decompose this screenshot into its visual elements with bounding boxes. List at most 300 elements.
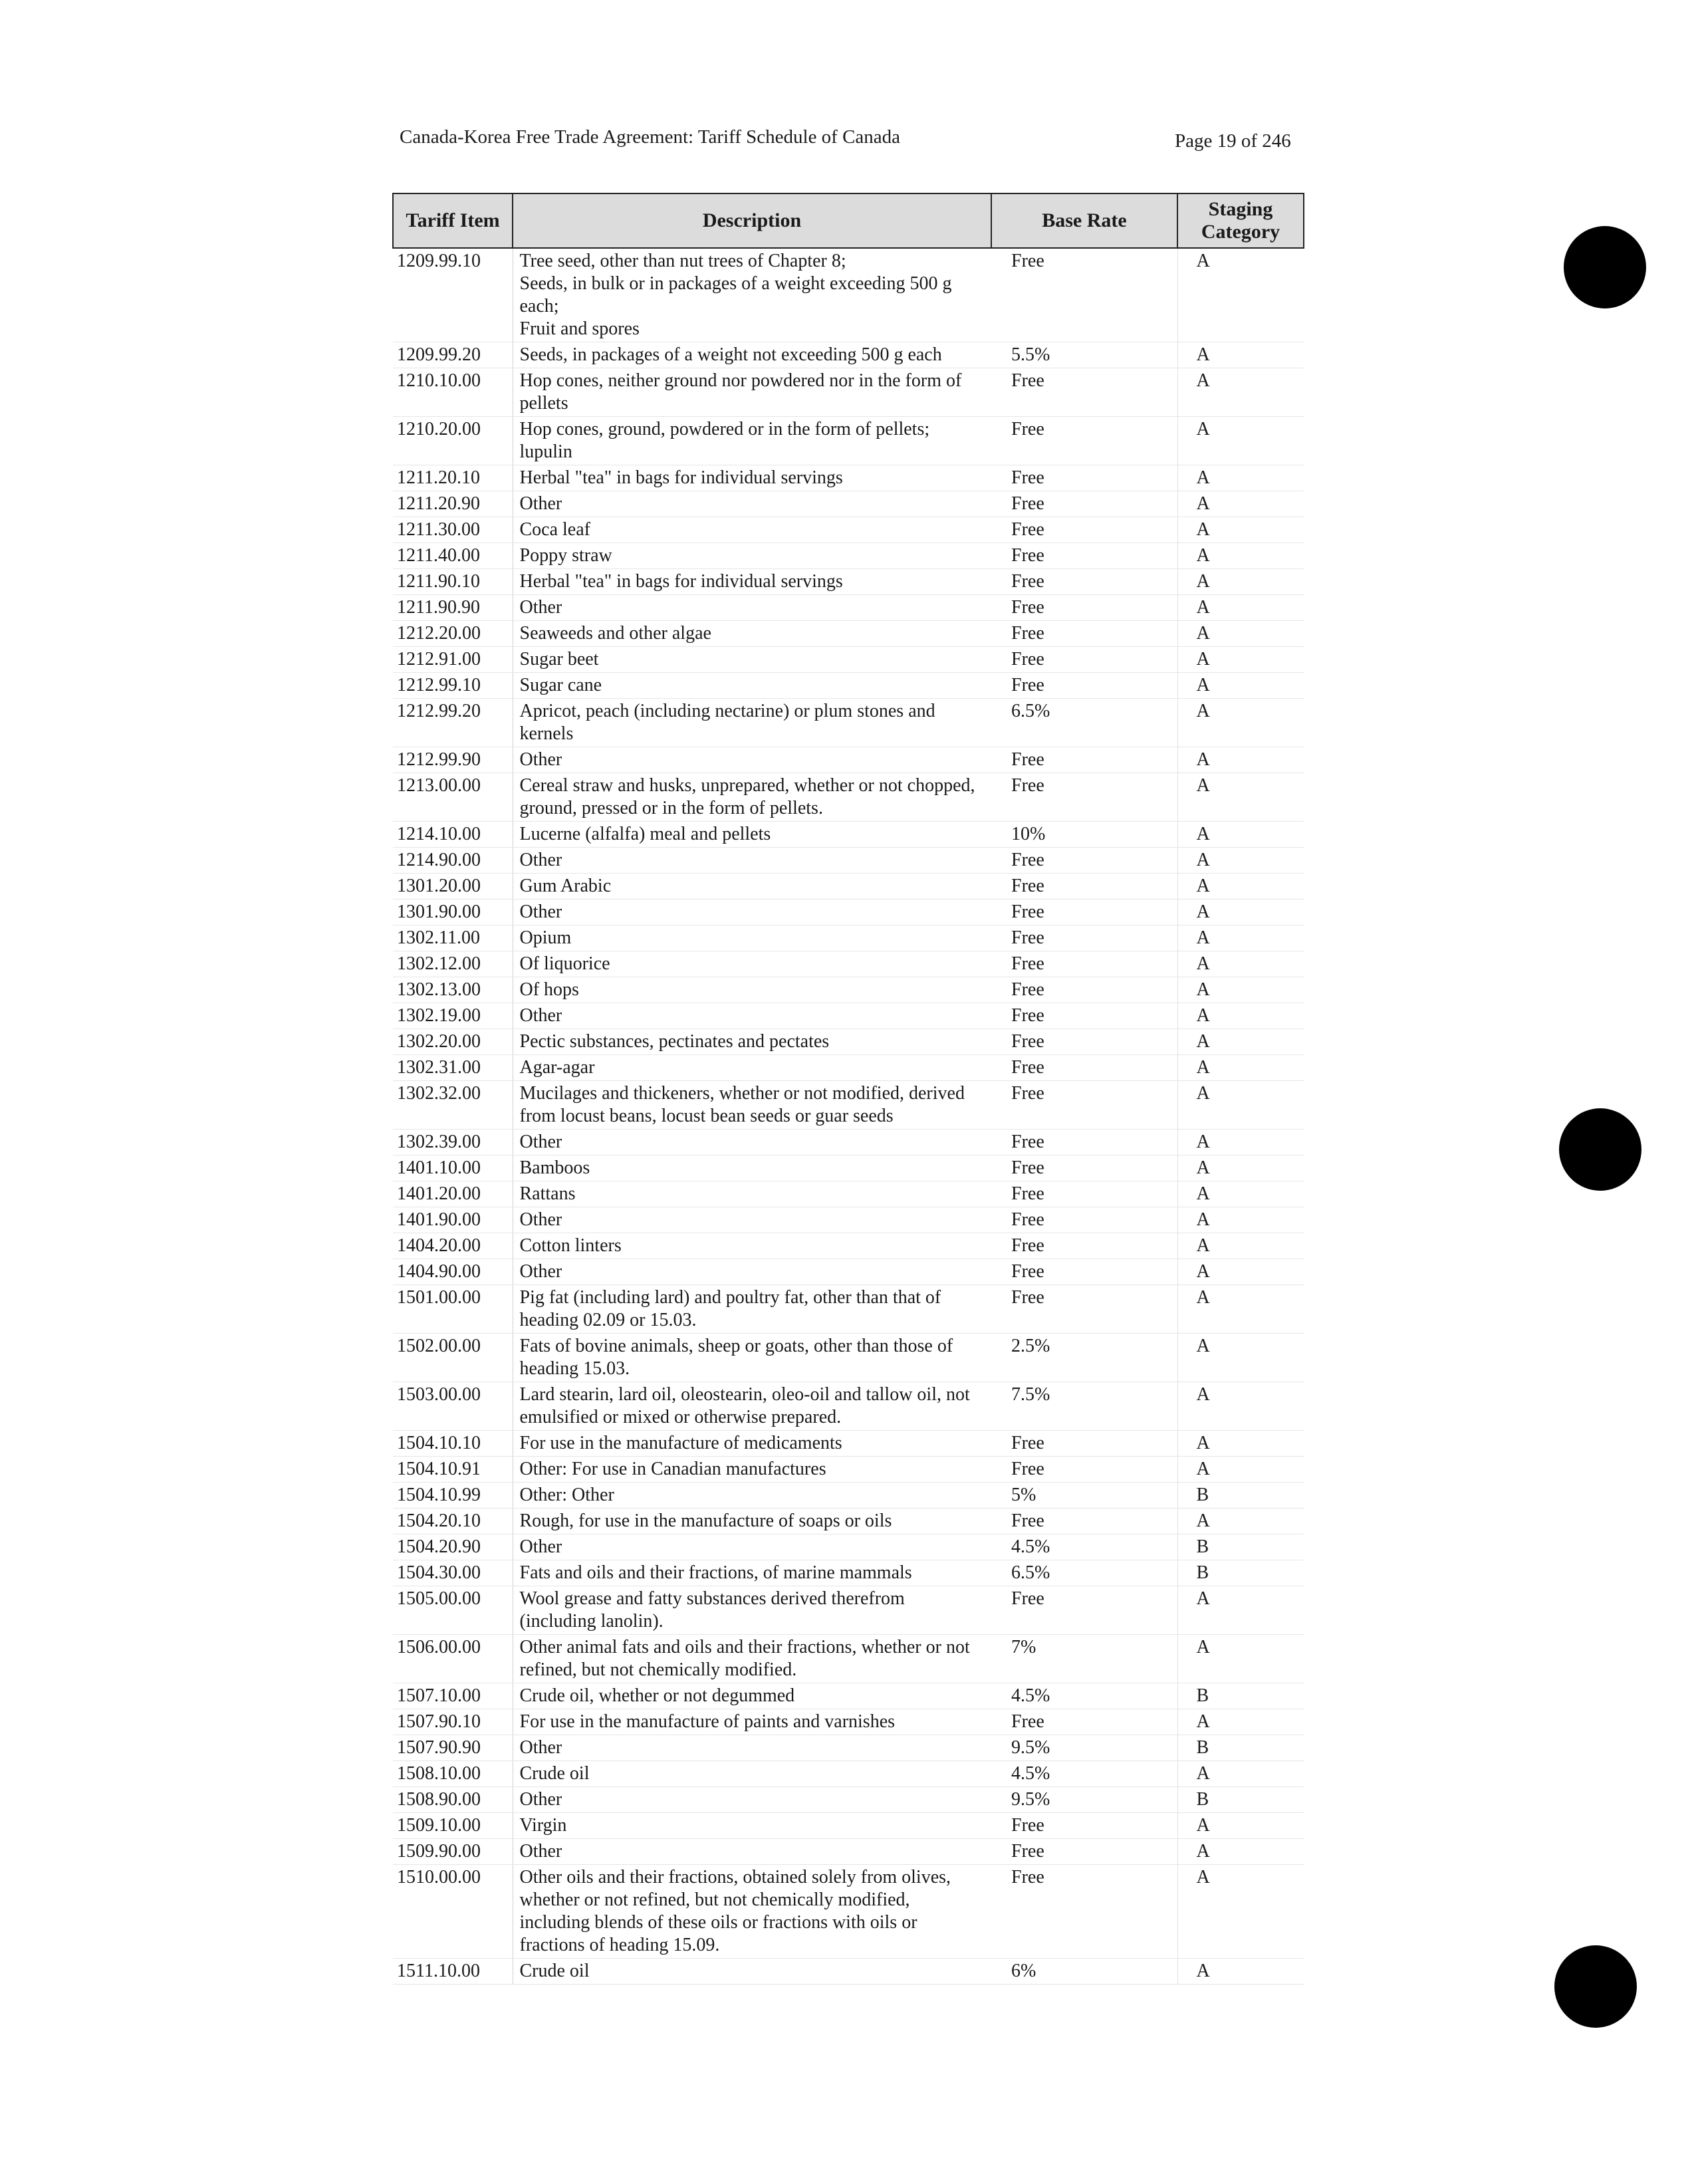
description-cell xyxy=(513,621,991,647)
table-row xyxy=(393,569,1304,595)
description-cell xyxy=(513,1483,991,1509)
table-row xyxy=(393,1259,1304,1285)
description-line: Lard stearin, lard oil, oleostearin, oleo-oil and tallow oil, not emulsified or mixed or otherwise prepared. xyxy=(519,1384,970,1427)
table-row xyxy=(393,1787,1304,1813)
table-row xyxy=(393,248,1304,342)
tariff-item-cell: 1504.30.00 xyxy=(393,1560,513,1586)
base-rate-cell: Free xyxy=(991,595,1177,621)
description-cell xyxy=(513,925,991,951)
tariff-item-cell: 1212.99.20 xyxy=(393,699,513,747)
staging-category-cell: A xyxy=(1177,1635,1304,1683)
staging-category-cell: B xyxy=(1177,1683,1304,1709)
staging-category-cell: A xyxy=(1177,368,1304,417)
table-row xyxy=(393,747,1304,773)
staging-category-cell: A xyxy=(1177,1839,1304,1865)
staging-category-cell: A xyxy=(1177,1959,1304,1985)
tariff-item-cell: 1210.10.00 xyxy=(393,368,513,417)
description-cell xyxy=(513,1181,991,1207)
base-rate-cell: Free xyxy=(991,1081,1177,1130)
base-rate-cell: Free xyxy=(991,673,1177,699)
description-line: Other xyxy=(519,1132,562,1152)
staging-category-cell: A xyxy=(1177,925,1304,951)
tariff-item-cell: 1505.00.00 xyxy=(393,1586,513,1635)
description-cell xyxy=(513,342,991,368)
tariff-item-cell: 1211.90.90 xyxy=(393,595,513,621)
base-rate-cell: Free xyxy=(991,951,1177,977)
base-rate-cell: Free xyxy=(991,1003,1177,1029)
description-cell xyxy=(513,1003,991,1029)
description-line: Seeds, in bulk or in packages of a weight exceeding 500 g each; xyxy=(519,273,952,316)
column-header-staging-category: Staging Category xyxy=(1177,193,1304,248)
staging-category-cell: A xyxy=(1177,1813,1304,1839)
description-cell xyxy=(513,1839,991,1865)
description-cell xyxy=(513,1285,991,1334)
staging-category-cell: A xyxy=(1177,417,1304,465)
tariff-item-cell: 1212.20.00 xyxy=(393,621,513,647)
staging-category-cell: A xyxy=(1177,517,1304,543)
base-rate-cell: Free xyxy=(991,1813,1177,1839)
description-line: Other xyxy=(519,1737,562,1758)
base-rate-cell: Free xyxy=(991,1431,1177,1457)
description-cell xyxy=(513,747,991,773)
description-line: Herbal "tea" in bags for individual servings xyxy=(519,467,843,488)
base-rate-cell: Free xyxy=(991,1285,1177,1334)
description-cell xyxy=(513,543,991,569)
table-row xyxy=(393,1865,1304,1959)
table-row xyxy=(393,465,1304,491)
description-line: Pig fat (including lard) and poultry fat, other than that of heading 02.09 or 15.03. xyxy=(519,1287,941,1330)
tariff-item-cell: 1404.20.00 xyxy=(393,1233,513,1259)
table-row xyxy=(393,595,1304,621)
base-rate-cell: 5% xyxy=(991,1483,1177,1509)
description-cell xyxy=(513,491,991,517)
table-row xyxy=(393,1233,1304,1259)
staging-category-cell: A xyxy=(1177,621,1304,647)
base-rate-cell: Free xyxy=(991,1130,1177,1155)
description-line: Herbal "tea" in bags for individual servings xyxy=(519,571,843,592)
description-line: Sugar beet xyxy=(519,649,599,669)
table-row xyxy=(393,1029,1304,1055)
tariff-item-cell: 1302.13.00 xyxy=(393,977,513,1003)
table-row xyxy=(393,1534,1304,1560)
description-cell xyxy=(513,1207,991,1233)
tariff-item-cell: 1508.10.00 xyxy=(393,1761,513,1787)
description-cell xyxy=(513,977,991,1003)
staging-category-cell: B xyxy=(1177,1534,1304,1560)
description-cell xyxy=(513,368,991,417)
staging-category-cell: A xyxy=(1177,673,1304,699)
tariff-item-cell: 1302.11.00 xyxy=(393,925,513,951)
description-cell xyxy=(513,1813,991,1839)
table-row xyxy=(393,1683,1304,1709)
tariff-item-cell: 1302.12.00 xyxy=(393,951,513,977)
table-row xyxy=(393,699,1304,747)
base-rate-cell: Free xyxy=(991,1259,1177,1285)
staging-category-cell: A xyxy=(1177,874,1304,900)
tariff-item-cell: 1210.20.00 xyxy=(393,417,513,465)
description-cell xyxy=(513,951,991,977)
binder-hole-middle xyxy=(1559,1108,1641,1191)
description-line: Other xyxy=(519,1789,562,1810)
page-number: Page 19 of 246 xyxy=(1175,130,1291,152)
tariff-item-cell: 1501.00.00 xyxy=(393,1285,513,1334)
table-row xyxy=(393,1081,1304,1130)
base-rate-cell: 6% xyxy=(991,1959,1177,1985)
description-line: Other xyxy=(519,902,562,922)
staging-category-cell: A xyxy=(1177,1029,1304,1055)
staging-category-cell: A xyxy=(1177,491,1304,517)
tariff-item-cell: 1401.10.00 xyxy=(393,1155,513,1181)
description-cell xyxy=(513,1081,991,1130)
description-line: For use in the manufacture of medicaments xyxy=(519,1433,842,1453)
staging-category-cell: A xyxy=(1177,1003,1304,1029)
staging-category-cell: A xyxy=(1177,569,1304,595)
table-row xyxy=(393,1813,1304,1839)
description-cell xyxy=(513,1586,991,1635)
table-row xyxy=(393,874,1304,900)
staging-category-cell: A xyxy=(1177,595,1304,621)
staging-category-cell: B xyxy=(1177,1787,1304,1813)
description-line: Opium xyxy=(519,927,572,948)
base-rate-cell: Free xyxy=(991,1029,1177,1055)
description-cell xyxy=(513,1055,991,1081)
table-row xyxy=(393,925,1304,951)
table-row xyxy=(393,621,1304,647)
description-line: Of hops xyxy=(519,979,579,1000)
description-line: Other xyxy=(519,1209,562,1230)
description-cell xyxy=(513,822,991,848)
staging-category-cell: A xyxy=(1177,1081,1304,1130)
staging-category-cell: A xyxy=(1177,1709,1304,1735)
column-header-tariff-item: Tariff Item xyxy=(393,193,513,248)
base-rate-cell: Free xyxy=(991,569,1177,595)
description-line: Wool grease and fatty substances derived therefrom (including lanolin). xyxy=(519,1588,905,1632)
base-rate-cell: Free xyxy=(991,543,1177,569)
tariff-item-cell: 1209.99.10 xyxy=(393,248,513,342)
staging-category-cell: A xyxy=(1177,1181,1304,1207)
tariff-item-cell: 1511.10.00 xyxy=(393,1959,513,1985)
table-row xyxy=(393,1003,1304,1029)
table-row xyxy=(393,342,1304,368)
base-rate-cell: Free xyxy=(991,1155,1177,1181)
table-row xyxy=(393,1431,1304,1457)
description-line: Other xyxy=(519,1005,562,1026)
tariff-item-cell: 1510.00.00 xyxy=(393,1865,513,1959)
table-row xyxy=(393,543,1304,569)
description-cell xyxy=(513,248,991,342)
description-line: Other: Other xyxy=(519,1485,614,1505)
description-cell xyxy=(513,1635,991,1683)
tariff-item-cell: 1214.10.00 xyxy=(393,822,513,848)
base-rate-cell: Free xyxy=(991,1865,1177,1959)
table-row xyxy=(393,900,1304,925)
tariff-item-cell: 1209.99.20 xyxy=(393,342,513,368)
description-cell xyxy=(513,1709,991,1735)
table-row xyxy=(393,1334,1304,1382)
tariff-item-cell: 1213.00.00 xyxy=(393,773,513,822)
tariff-item-cell: 1212.99.90 xyxy=(393,747,513,773)
table-row xyxy=(393,1839,1304,1865)
description-cell xyxy=(513,848,991,874)
tariff-item-cell: 1401.90.00 xyxy=(393,1207,513,1233)
staging-category-cell: A xyxy=(1177,951,1304,977)
description-cell xyxy=(513,900,991,925)
base-rate-cell: Free xyxy=(991,1839,1177,1865)
tariff-item-cell: 1502.00.00 xyxy=(393,1334,513,1382)
description-cell xyxy=(513,773,991,822)
base-rate-cell: 7% xyxy=(991,1635,1177,1683)
tariff-item-cell: 1504.20.90 xyxy=(393,1534,513,1560)
staging-category-cell: A xyxy=(1177,342,1304,368)
table-row xyxy=(393,1382,1304,1431)
table-row xyxy=(393,417,1304,465)
table-row xyxy=(393,1457,1304,1483)
table-row xyxy=(393,647,1304,673)
base-rate-cell: Free xyxy=(991,773,1177,822)
table-row xyxy=(393,1285,1304,1334)
staging-category-cell: A xyxy=(1177,977,1304,1003)
description-line: Lucerne (alfalfa) meal and pellets xyxy=(519,824,771,844)
staging-category-cell: A xyxy=(1177,1865,1304,1959)
staging-category-cell: A xyxy=(1177,543,1304,569)
tariff-item-cell: 1509.90.00 xyxy=(393,1839,513,1865)
tariff-item-cell: 1504.10.91 xyxy=(393,1457,513,1483)
tariff-item-cell: 1211.40.00 xyxy=(393,543,513,569)
staging-category-cell: A xyxy=(1177,248,1304,342)
description-cell xyxy=(513,1259,991,1285)
description-cell xyxy=(513,1735,991,1761)
description-line: Fruit and spores xyxy=(519,318,640,339)
description-cell xyxy=(513,1509,991,1534)
description-cell xyxy=(513,699,991,747)
tariff-item-cell: 1504.10.99 xyxy=(393,1483,513,1509)
description-line: Crude oil xyxy=(519,1961,590,1981)
base-rate-cell: 10% xyxy=(991,822,1177,848)
staging-category-cell: B xyxy=(1177,1483,1304,1509)
table-row xyxy=(393,1560,1304,1586)
base-rate-cell: 9.5% xyxy=(991,1735,1177,1761)
base-rate-cell: 4.5% xyxy=(991,1761,1177,1787)
description-line: Other xyxy=(519,493,562,514)
table-header-row xyxy=(393,193,1304,248)
tariff-item-cell: 1211.90.10 xyxy=(393,569,513,595)
base-rate-cell: Free xyxy=(991,621,1177,647)
description-cell xyxy=(513,1334,991,1382)
column-header-description: Description xyxy=(513,193,991,248)
description-line: Gum Arabic xyxy=(519,876,612,896)
description-cell xyxy=(513,1233,991,1259)
base-rate-cell: Free xyxy=(991,977,1177,1003)
table-row xyxy=(393,848,1304,874)
staging-category-cell: A xyxy=(1177,1586,1304,1635)
base-rate-cell: Free xyxy=(991,417,1177,465)
tariff-item-cell: 1506.00.00 xyxy=(393,1635,513,1683)
table-row xyxy=(393,1635,1304,1683)
table-row xyxy=(393,1509,1304,1534)
base-rate-cell: Free xyxy=(991,1233,1177,1259)
tariff-item-cell: 1302.31.00 xyxy=(393,1055,513,1081)
description-line: Other animal fats and oils and their fractions, whether or not refined, but not chemically modified. xyxy=(519,1637,970,1680)
base-rate-cell: Free xyxy=(991,465,1177,491)
description-line: Tree seed, other than nut trees of Chapter 8; xyxy=(519,251,846,271)
column-header-base-rate: Base Rate xyxy=(991,193,1177,248)
description-line: Apricot, peach (including nectarine) or plum stones and kernels xyxy=(519,701,935,744)
base-rate-cell: Free xyxy=(991,647,1177,673)
staging-category-cell: A xyxy=(1177,1055,1304,1081)
table-row xyxy=(393,368,1304,417)
description-line: Cotton linters xyxy=(519,1235,622,1256)
base-rate-cell: 7.5% xyxy=(991,1382,1177,1431)
base-rate-cell: Free xyxy=(991,1509,1177,1534)
tariff-item-cell: 1212.91.00 xyxy=(393,647,513,673)
description-line: Rough, for use in the manufacture of soaps or oils xyxy=(519,1511,892,1531)
tariff-item-cell: 1211.30.00 xyxy=(393,517,513,543)
table-row xyxy=(393,1181,1304,1207)
description-line: Cereal straw and husks, unprepared, whether or not chopped, ground, pressed or in the form of pellets. xyxy=(519,775,975,818)
tariff-item-cell: 1302.19.00 xyxy=(393,1003,513,1029)
tariff-item-cell: 1212.99.10 xyxy=(393,673,513,699)
description-line: Other xyxy=(519,1536,562,1557)
description-line: Other oils and their fractions, obtained solely from olives, whether or not refined, but not chemically modified, including blends of these oils or fractions with oils or fractions of heading 15.09. xyxy=(519,1867,951,1955)
tariff-item-cell: 1507.90.90 xyxy=(393,1735,513,1761)
description-cell xyxy=(513,1155,991,1181)
description-cell xyxy=(513,595,991,621)
description-line: Sugar cane xyxy=(519,675,602,695)
description-line: Poppy straw xyxy=(519,545,612,566)
staging-category-cell: A xyxy=(1177,822,1304,848)
tariff-item-cell: 1211.20.90 xyxy=(393,491,513,517)
description-cell xyxy=(513,569,991,595)
base-rate-cell: 4.5% xyxy=(991,1683,1177,1709)
staging-category-cell: A xyxy=(1177,848,1304,874)
description-cell xyxy=(513,1382,991,1431)
staging-category-cell: A xyxy=(1177,1130,1304,1155)
tariff-item-cell: 1404.90.00 xyxy=(393,1259,513,1285)
description-line: Other: For use in Canadian manufactures xyxy=(519,1459,826,1479)
table-row xyxy=(393,1055,1304,1081)
description-line: Coca leaf xyxy=(519,519,590,540)
description-cell xyxy=(513,1029,991,1055)
staging-category-cell: B xyxy=(1177,1560,1304,1586)
description-line: For use in the manufacture of paints and varnishes xyxy=(519,1711,896,1732)
description-line: Other xyxy=(519,1261,562,1282)
staging-category-cell: A xyxy=(1177,1431,1304,1457)
table-row xyxy=(393,517,1304,543)
base-rate-cell: Free xyxy=(991,1181,1177,1207)
base-rate-cell: Free xyxy=(991,517,1177,543)
base-rate-cell: Free xyxy=(991,1207,1177,1233)
tariff-item-cell: 1214.90.00 xyxy=(393,848,513,874)
tariff-item-cell: 1509.10.00 xyxy=(393,1813,513,1839)
description-line: Rattans xyxy=(519,1183,576,1204)
table-row xyxy=(393,951,1304,977)
tariff-item-cell: 1507.90.10 xyxy=(393,1709,513,1735)
description-cell xyxy=(513,647,991,673)
staging-category-cell: A xyxy=(1177,1155,1304,1181)
description-line: Agar-agar xyxy=(519,1057,595,1078)
staging-category-cell: A xyxy=(1177,1285,1304,1334)
description-cell xyxy=(513,1431,991,1457)
description-line: Bamboos xyxy=(519,1157,590,1178)
description-line: Fats and oils and their fractions, of marine mammals xyxy=(519,1562,912,1583)
staging-category-cell: A xyxy=(1177,699,1304,747)
staging-category-cell: A xyxy=(1177,647,1304,673)
description-line: Other xyxy=(519,597,562,618)
table-row xyxy=(393,822,1304,848)
description-line: Crude oil xyxy=(519,1763,590,1784)
description-cell xyxy=(513,1865,991,1959)
description-cell xyxy=(513,517,991,543)
table-row xyxy=(393,1207,1304,1233)
base-rate-cell: Free xyxy=(991,368,1177,417)
table-row xyxy=(393,1735,1304,1761)
description-cell xyxy=(513,1683,991,1709)
description-line: Seaweeds and other algae xyxy=(519,623,711,644)
base-rate-cell: 9.5% xyxy=(991,1787,1177,1813)
staging-category-cell: B xyxy=(1177,1735,1304,1761)
table-body xyxy=(393,248,1304,1985)
base-rate-cell: 6.5% xyxy=(991,1560,1177,1586)
tariff-item-cell: 1301.90.00 xyxy=(393,900,513,925)
description-cell xyxy=(513,1787,991,1813)
description-cell xyxy=(513,673,991,699)
base-rate-cell: Free xyxy=(991,747,1177,773)
base-rate-cell: Free xyxy=(991,900,1177,925)
table-row xyxy=(393,1130,1304,1155)
table-row xyxy=(393,1155,1304,1181)
tariff-item-cell: 1504.10.10 xyxy=(393,1431,513,1457)
base-rate-cell: Free xyxy=(991,1055,1177,1081)
base-rate-cell: Free xyxy=(991,248,1177,342)
table-row xyxy=(393,673,1304,699)
table-row xyxy=(393,491,1304,517)
base-rate-cell: 2.5% xyxy=(991,1334,1177,1382)
staging-category-cell: A xyxy=(1177,1761,1304,1787)
tariff-item-cell: 1302.32.00 xyxy=(393,1081,513,1130)
table-row xyxy=(393,1709,1304,1735)
binder-hole-top xyxy=(1564,226,1646,308)
base-rate-cell: Free xyxy=(991,1709,1177,1735)
tariff-item-cell: 1211.20.10 xyxy=(393,465,513,491)
staging-category-cell: A xyxy=(1177,900,1304,925)
table-row xyxy=(393,977,1304,1003)
tariff-item-cell: 1401.20.00 xyxy=(393,1181,513,1207)
base-rate-cell: 4.5% xyxy=(991,1534,1177,1560)
description-cell xyxy=(513,1130,991,1155)
description-line: Mucilages and thickeners, whether or not modified, derived from locust beans, locust bean seeds or guar seeds xyxy=(519,1083,965,1126)
table-row xyxy=(393,773,1304,822)
description-line: Fats of bovine animals, sheep or goats, other than those of heading 15.03. xyxy=(519,1336,953,1379)
description-line: Of liquorice xyxy=(519,953,610,974)
description-line: Other xyxy=(519,1841,562,1862)
tariff-schedule-table xyxy=(392,193,1304,1985)
table-row xyxy=(393,1959,1304,1985)
description-line: Seeds, in packages of a weight not exceeding 500 g each xyxy=(519,344,942,365)
description-cell xyxy=(513,1560,991,1586)
staging-category-cell: A xyxy=(1177,1334,1304,1382)
description-line: Hop cones, neither ground nor powdered nor in the form of pellets xyxy=(519,370,962,414)
tariff-item-cell: 1302.20.00 xyxy=(393,1029,513,1055)
binder-hole-bottom xyxy=(1554,1945,1637,2028)
tariff-item-cell: 1302.39.00 xyxy=(393,1130,513,1155)
description-line: Other xyxy=(519,749,562,770)
description-line: Other xyxy=(519,850,562,870)
staging-category-cell: A xyxy=(1177,465,1304,491)
description-line: Crude oil, whether or not degummed xyxy=(519,1685,795,1706)
description-cell xyxy=(513,874,991,900)
document-title: Canada-Korea Free Trade Agreement: Tariff Schedule of Canada xyxy=(400,126,901,148)
staging-category-cell: A xyxy=(1177,1207,1304,1233)
